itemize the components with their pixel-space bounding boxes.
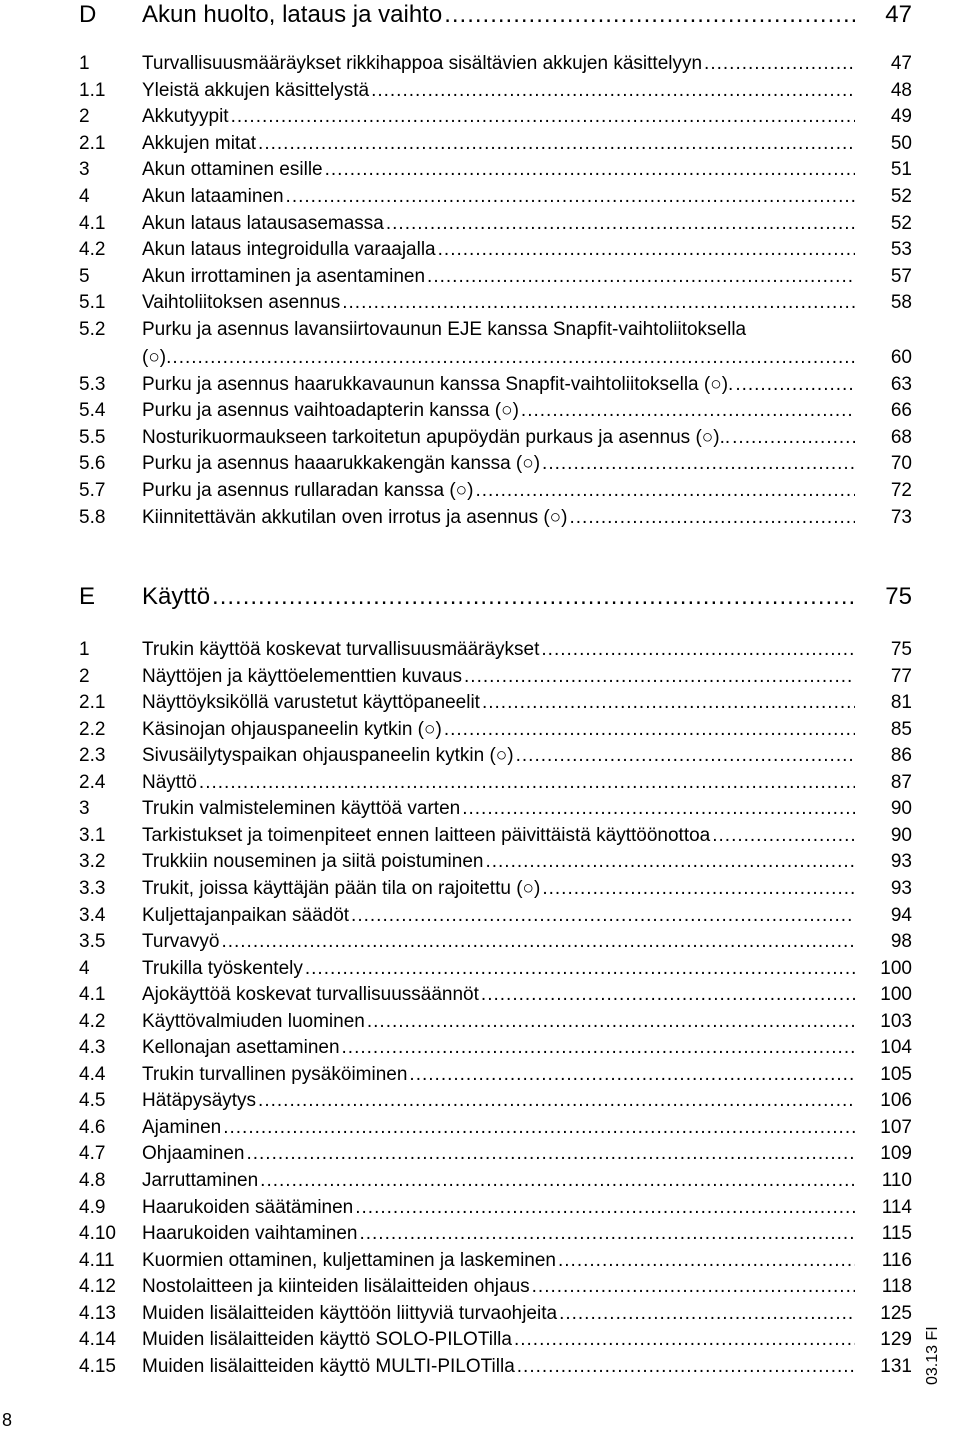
toc-entry-title: Vaihtoliitoksen asennus ..... [142, 290, 855, 316]
toc-entry-page: 73 [890, 506, 912, 528]
toc-entry-title: Purku ja asennus haaarukkakengän kanssa (○) ..... [142, 451, 855, 477]
toc-entry [0, 1088, 960, 1114]
toc-entry [0, 849, 960, 875]
toc-entry [0, 690, 960, 716]
toc-entry-page: 50 [890, 132, 912, 154]
toc-entry-title: Trukin turvallinen pysäköiminen ..... [142, 1062, 855, 1088]
toc-entry [0, 1195, 960, 1221]
toc-entry-number: 5.1 [79, 292, 106, 314]
toc-entry [0, 1354, 960, 1380]
toc-entry-page: 93 [890, 877, 912, 899]
toc-entry-number: 2.4 [79, 771, 106, 793]
toc-entry-number: 3.1 [79, 824, 106, 846]
toc-entry-title: Akun irrottaminen ja asentaminen ..... [142, 264, 855, 290]
toc-entry-page: 104 [880, 1037, 912, 1059]
toc-entry-number: 4.7 [79, 1143, 106, 1165]
toc-entry-page: 109 [880, 1143, 912, 1165]
page-number: 8 [2, 1410, 13, 1430]
toc-entry-number: 2 [79, 665, 90, 687]
toc-entry-title: Akkujen mitat ..... [142, 131, 855, 157]
toc-entry-title: Trukin käyttöä koskevat turvallisuusmääräykset ..... [142, 637, 855, 663]
toc-entry [0, 398, 960, 424]
toc-entry-title: Trukin valmisteleminen käyttöä varten ..... [142, 796, 855, 822]
toc-entry-number: 4 [79, 186, 90, 207]
toc-entry-number: 3.5 [79, 931, 106, 953]
toc-entry-number: 3 [79, 798, 90, 820]
toc-entry-number: 3.3 [79, 877, 106, 899]
toc-entry-page: 100 [880, 957, 912, 979]
toc-entry-number: 5.6 [79, 453, 106, 475]
toc-entry-page: 60 [890, 347, 912, 368]
toc-entry-title: Näyttöyksiköllä varustetut käyttöpaneelit ..... [142, 690, 855, 716]
toc-entry [0, 131, 960, 157]
toc-entry-page: 90 [890, 824, 912, 846]
toc-entry [0, 1327, 960, 1353]
toc-entry [0, 929, 960, 955]
toc-entry [0, 1221, 960, 1247]
toc-entry-number: 4.10 [79, 1223, 116, 1245]
toc-entry-page: 94 [890, 904, 912, 926]
toc-entry-title: Purku ja asennus vaihtoadapterin kanssa (○) ..... [142, 398, 855, 424]
toc-entry-number: 4.2 [79, 1010, 106, 1032]
toc-entry [0, 372, 960, 398]
toc-entry-title-continued: (○) ..... [142, 345, 855, 371]
toc-entry-title: Ajokäyttöä koskevat turvallisuussäännöt ..... [142, 982, 855, 1008]
toc-entry [0, 1301, 960, 1327]
toc-entry [0, 717, 960, 743]
toc-entry-title: Nostolaitteen ja kiinteiden lisälaitteiden ohjaus ..... [142, 1274, 855, 1300]
toc-entry-title: Turvavyö ..... [142, 929, 855, 955]
toc-entry [0, 290, 960, 316]
toc-entry-page: 77 [890, 665, 912, 687]
section-title: Akun huolto, lataus ja vaihto ..... [142, 0, 855, 30]
toc-entry-page: 90 [890, 798, 912, 820]
toc-entry [0, 982, 960, 1008]
toc-entry-number: 5.2 [79, 319, 106, 340]
toc-entry-page: 103 [880, 1010, 912, 1032]
toc-entry-number: 4.15 [79, 1355, 116, 1377]
toc-entry-page: 85 [890, 718, 912, 740]
toc-entry [0, 743, 960, 769]
toc-entry-number: 2.1 [79, 132, 106, 154]
toc-entry-number: 4.14 [79, 1329, 116, 1351]
toc-entry-page: 118 [881, 1276, 912, 1298]
toc-entry-page: 49 [890, 106, 912, 128]
toc-entry [0, 823, 960, 849]
toc-entry-title: Ohjaaminen ..... [142, 1141, 855, 1167]
toc-entry-page: 86 [890, 745, 912, 767]
toc-entry [0, 903, 960, 929]
toc-entry-title: Kiinnitettävän akkutilan oven irrotus ja asennus (○) ..... [142, 505, 855, 531]
toc-entry-title: Yleistä akkujen käsittelystä ..... [142, 78, 855, 104]
toc-entry-title: Trukkiin nouseminen ja siitä poistuminen ..... [142, 849, 855, 875]
toc-entry-number: 4 [79, 957, 90, 979]
toc-entry-number: 4.11 [79, 1249, 115, 1271]
toc-entry [0, 104, 960, 130]
toc-entry-number: 4.13 [79, 1302, 116, 1324]
toc-entry-page: 116 [881, 1249, 912, 1271]
section-letter: D [79, 1, 97, 28]
toc-entry-number: 4.9 [79, 1196, 106, 1218]
toc-entry-number: 4.1 [79, 212, 106, 234]
toc-entry-page: 115 [881, 1223, 912, 1245]
section-heading [0, 582, 960, 612]
toc-entry [0, 664, 960, 690]
toc-entry-number: 5 [79, 265, 90, 287]
toc-entry-title: Sivusäilytyspaikan ohjauspaneelin kytkin (○) ..... [142, 743, 855, 769]
toc-entry-title: Purku ja asennus lavansiirtovaunun EJE kanssa Snapfit-vaihtoliitoksella [142, 319, 747, 340]
edition-label: 03.13 FI [924, 1326, 941, 1385]
toc-entry-number: 3.4 [79, 904, 106, 926]
toc-entry [0, 78, 960, 104]
toc-entry-page: 129 [880, 1329, 912, 1351]
toc-entry [0, 1168, 960, 1194]
toc-entry-page: 114 [881, 1196, 912, 1218]
toc-entry-page: 51 [890, 159, 912, 181]
toc-entry [0, 425, 960, 451]
toc-entry-title: Turvallisuusmääräykset rikkihappoa sisältävien akkujen käsittelyyn ..... [142, 51, 855, 77]
toc-entry-page: 48 [890, 79, 912, 101]
toc-entry [0, 1141, 960, 1167]
toc-entry-number: 1 [79, 639, 90, 660]
toc-entry-page: 75 [890, 639, 912, 660]
toc-entry-title: Akun ottaminen esille ..... [142, 157, 855, 183]
toc-entry-title: Käyttövalmiuden luominen ..... [142, 1009, 855, 1035]
toc-entry [0, 505, 960, 531]
toc-entry-title: Akkutyypit ..... [142, 104, 855, 130]
toc-entry-page: 72 [890, 480, 912, 501]
toc-entry-title: Käsinojan ohjauspaneelin kytkin (○) ..... [142, 717, 855, 743]
toc-entry-number: 4.1 [79, 984, 106, 1006]
toc-entry [0, 796, 960, 822]
toc-entry-page: 52 [890, 186, 912, 207]
toc-entry-number: 4.12 [79, 1276, 116, 1298]
toc-entry-page: 106 [880, 1090, 912, 1112]
toc-entry-number: 5.5 [79, 426, 106, 448]
toc-entry-title: Kellonajan asettaminen ..... [142, 1035, 855, 1061]
toc-entry [0, 956, 960, 982]
toc-entry-title: Kuormien ottaminen, kuljettaminen ja laskeminen ..... [142, 1248, 855, 1274]
toc-entry-title: Ajaminen ..... [142, 1115, 855, 1141]
toc-entry [0, 1062, 960, 1088]
section-heading [0, 0, 960, 30]
toc-entry-page: 81 [890, 692, 912, 714]
toc-entry-number: 4.5 [79, 1090, 106, 1112]
toc-entry-number: 5.3 [79, 373, 106, 395]
section-page: 47 [885, 1, 912, 28]
toc-entry-page: 110 [881, 1170, 912, 1191]
toc-entry-number: 1.1 [79, 79, 106, 101]
toc-entry-page: 53 [890, 239, 912, 261]
toc-entry [0, 1274, 960, 1300]
toc-entry-page: 58 [890, 292, 912, 314]
toc-entry-page: 105 [880, 1063, 912, 1085]
toc-entry-number: 2 [79, 106, 90, 128]
toc-entry-title: Purku ja asennus haarukkavaunun kanssa Snapfit-vaihtoliitoksella (○). ..... [142, 372, 855, 398]
toc-entry-page: 52 [890, 212, 912, 234]
toc-entry-number: 2.2 [79, 718, 106, 740]
toc-entry-number: 3.2 [79, 851, 106, 873]
toc-entry-page: 87 [890, 771, 912, 793]
toc-entry [0, 1035, 960, 1061]
toc-entry-page: 125 [880, 1302, 912, 1324]
toc-entry-title: Trukilla työskentely ..... [142, 956, 855, 982]
toc-entry-number: 5.4 [79, 400, 106, 422]
toc-entry [0, 157, 960, 183]
toc-entry-title: Haarukoiden vaihtaminen ..... [142, 1221, 855, 1247]
toc-entry-title: Trukit, joissa käyttäjän pään tila on rajoitettu (○) ..... [142, 876, 855, 902]
toc-entry [0, 1248, 960, 1274]
toc-entry-page: 131 [880, 1355, 912, 1377]
toc-entry [0, 478, 960, 504]
toc-entry-title: Tarkistukset ja toimenpiteet ennen laitteen päivittäistä käyttöönottoa ..... [142, 823, 855, 849]
toc-entry-number: 2.3 [79, 745, 106, 767]
toc-entry-number: 4.8 [79, 1170, 106, 1191]
toc-entry-page: 57 [890, 265, 912, 287]
section-title: Käyttö ..... [142, 582, 855, 612]
toc-entry-title: Akun lataus latausasemassa ..... [142, 211, 855, 237]
toc-entry-title: Nosturikuormaukseen tarkoitetun apupöydän purkaus ja asennus (○).. ..... [142, 425, 855, 451]
toc-entry-page: 100 [880, 984, 912, 1006]
toc-entry-page: 98 [890, 931, 912, 953]
toc-entry-page: 66 [890, 400, 912, 422]
section-page: 75 [885, 583, 912, 610]
toc-entry-number: 4.3 [79, 1037, 106, 1059]
toc-entry-page: 70 [890, 453, 912, 475]
toc-entry-number: 5.8 [79, 506, 106, 528]
toc-entry-title: Muiden lisälaitteiden käyttöön liittyviä turvaohjeita ..... [142, 1301, 855, 1327]
toc-entry [0, 1009, 960, 1035]
toc-entry-title: Muiden lisälaitteiden käyttö SOLO-PILOTilla ..... [142, 1327, 855, 1353]
toc-entry-title: Muiden lisälaitteiden käyttö MULTI-PILOTilla ..... [142, 1354, 855, 1380]
toc-entry [0, 237, 960, 263]
toc-entry [0, 184, 960, 210]
toc-entry-number: 3 [79, 159, 90, 181]
section-letter: E [79, 583, 96, 610]
toc-entry-title: Kuljettajanpaikan säädöt ..... [142, 903, 855, 929]
toc-entry-title: Näyttö ..... [142, 770, 855, 796]
toc-entry-page: 47 [890, 53, 912, 74]
toc-entry [0, 876, 960, 902]
toc-entry [0, 451, 960, 477]
toc-entry [0, 51, 960, 77]
toc-entry [0, 211, 960, 237]
toc-entry-title: Näyttöjen ja käyttöelementtien kuvaus ..... [142, 664, 855, 690]
toc-entry [0, 317, 960, 371]
toc-entry-title: Hätäpysäytys ..... [142, 1088, 855, 1114]
toc-entry-page: 107 [880, 1116, 912, 1138]
toc-entry-title: Purku ja asennus rullaradan kanssa (○) ..... [142, 478, 855, 504]
toc-entry [0, 637, 960, 663]
toc-entry-page: 68 [890, 426, 912, 448]
toc-entry-title: Haarukoiden säätäminen ..... [142, 1195, 855, 1221]
toc-entry-number: 4.4 [79, 1063, 106, 1085]
toc-entry-title: Akun lataus integroidulla varaajalla ..... [142, 237, 855, 263]
toc-entry-title: Jarruttaminen ..... [142, 1168, 855, 1194]
toc-entry-title: Akun lataaminen ..... [142, 184, 855, 210]
toc-entry-number: 2.1 [79, 692, 106, 714]
toc-entry-number: 1 [79, 53, 90, 74]
toc-entry-number: 4.2 [79, 239, 106, 261]
toc-entry-page: 93 [890, 851, 912, 873]
toc-entry-number: 4.6 [79, 1116, 106, 1138]
toc-entry-page: 63 [890, 373, 912, 395]
toc-entry [0, 770, 960, 796]
toc-entry-number: 5.7 [79, 480, 106, 501]
toc-entry [0, 1115, 960, 1141]
toc-entry [0, 264, 960, 290]
